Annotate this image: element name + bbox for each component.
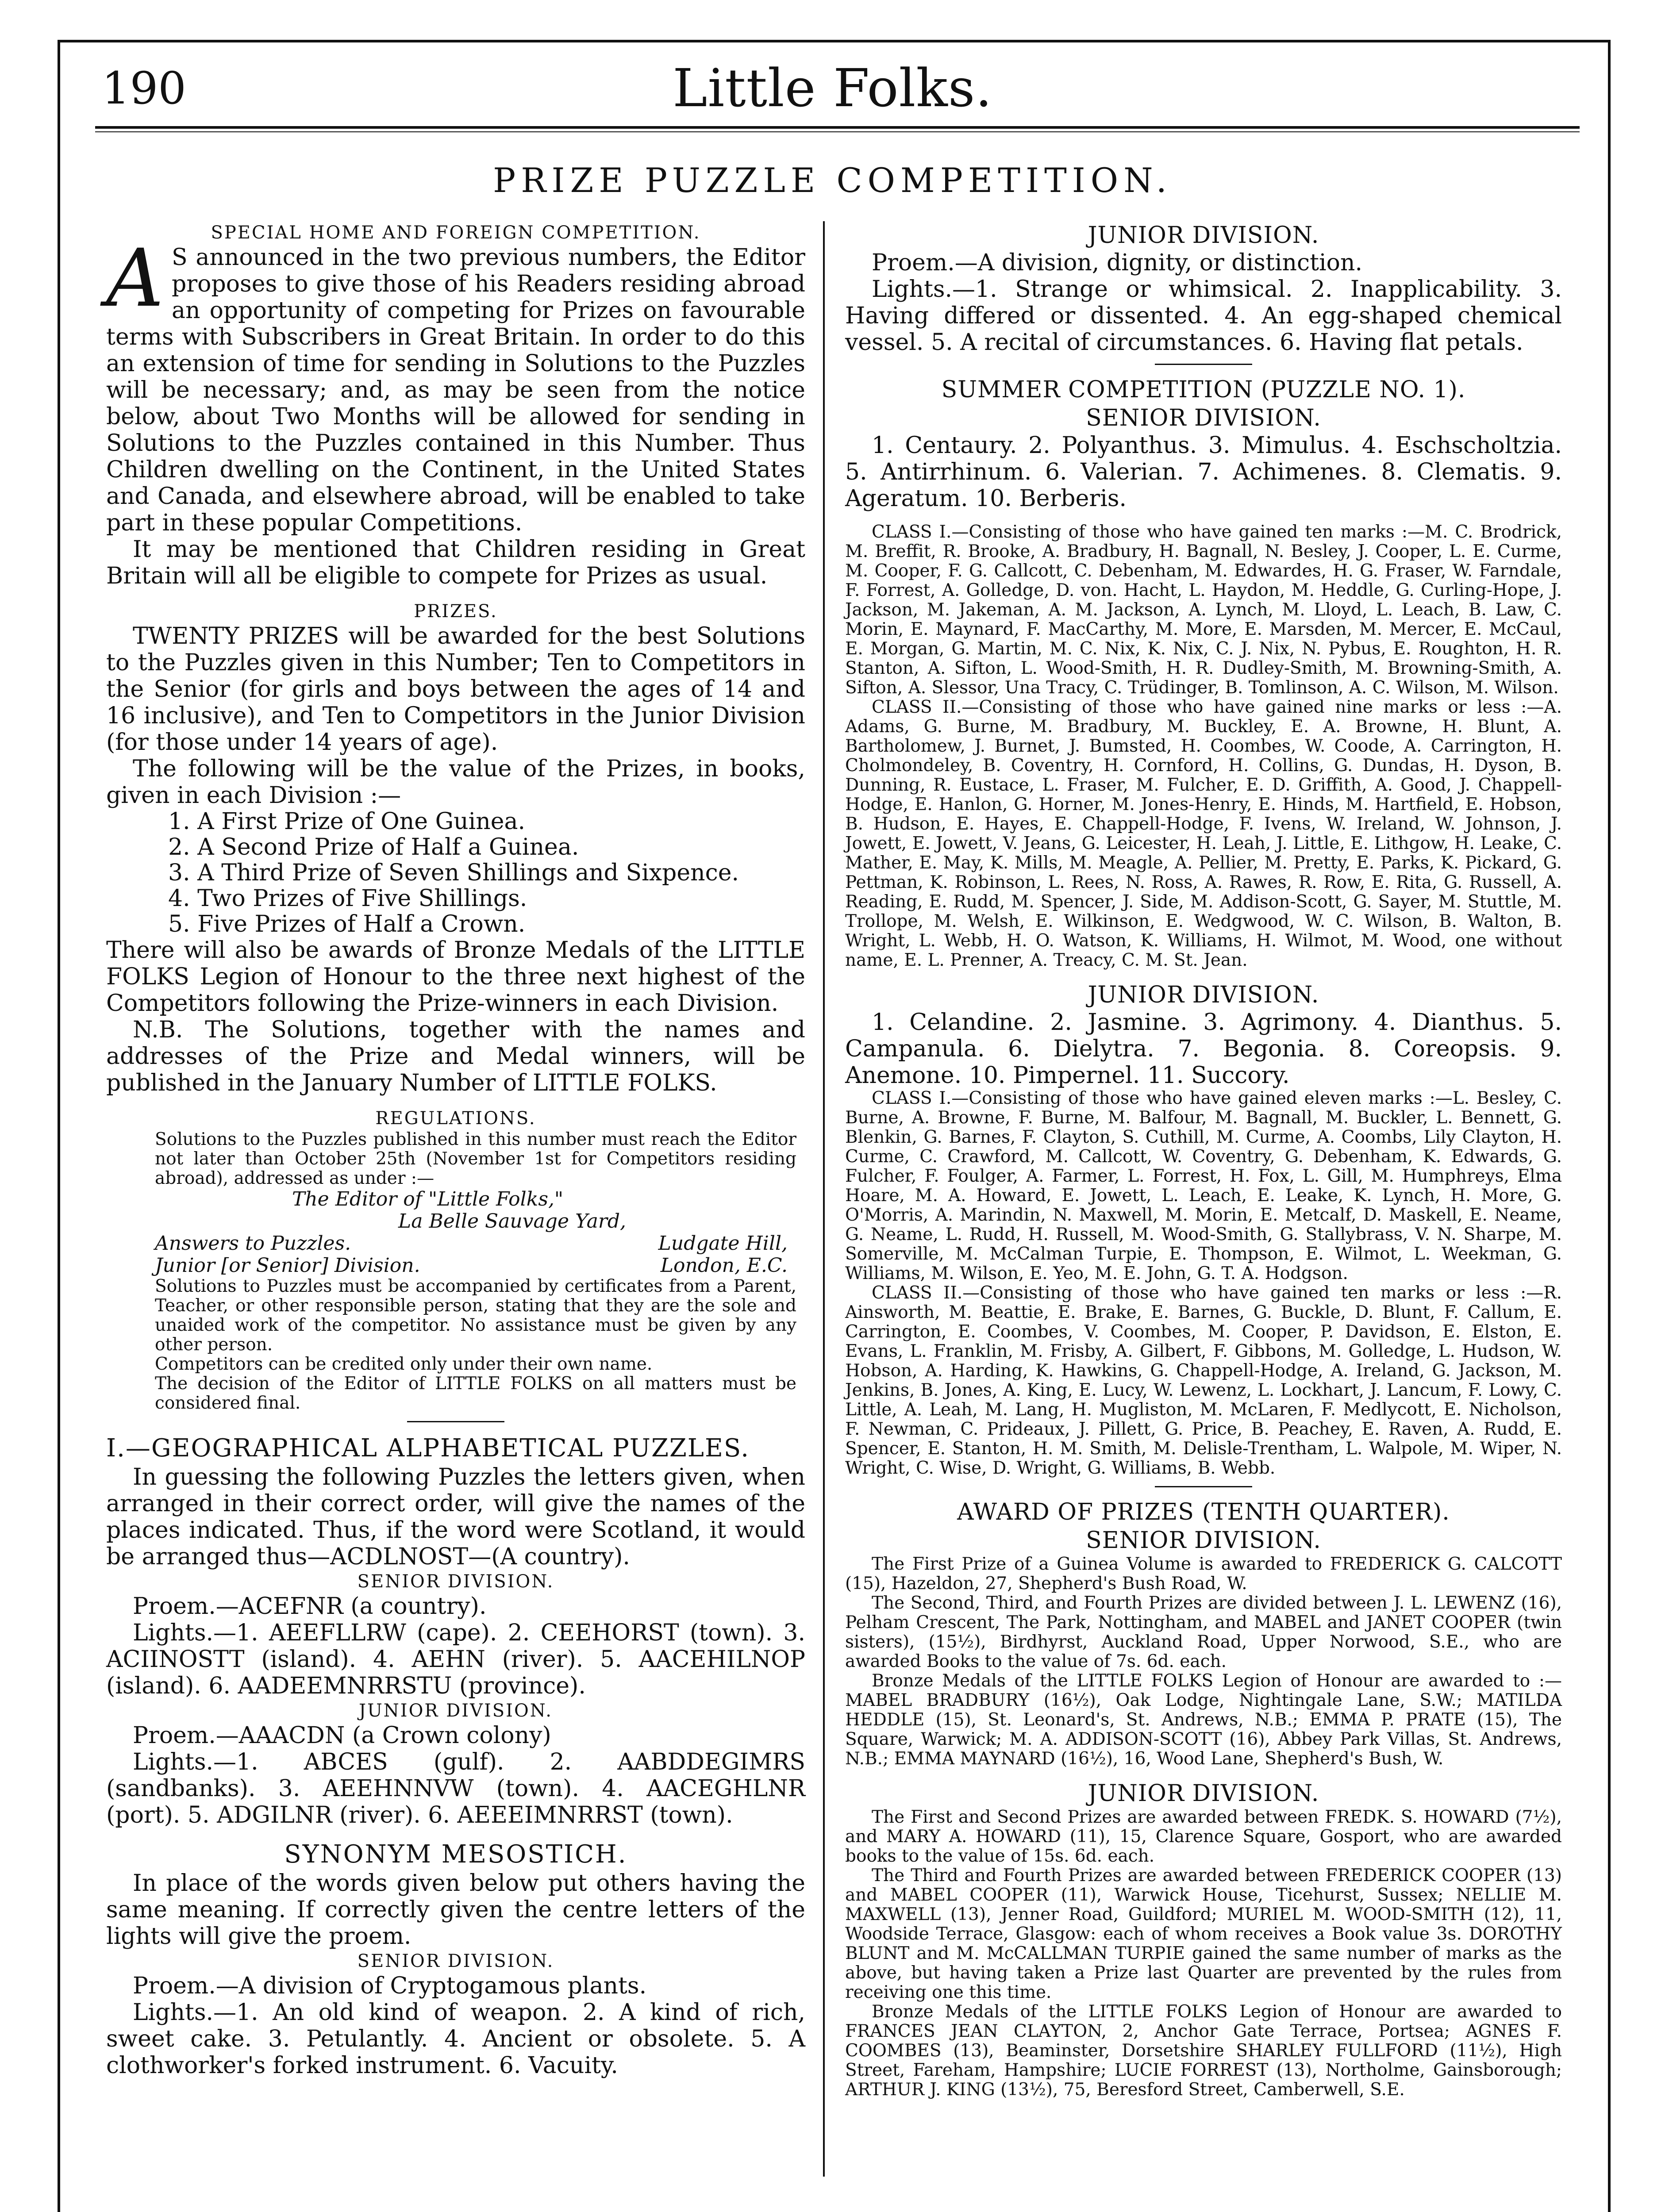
syn-junior-proem: Proem.—A division, dignity, or distinction. — [872, 250, 1362, 276]
address-row — [106, 1233, 805, 1255]
intro-text: S announced in the two previous numbers, the Editor proposes to give those of his Readers residing abroad an opportunity of competing for Prizes on favourable terms with Subscribers in Great Britain. In order to do this an extension of time for sending in Solutions to the Puzzles will be necessary; and, as may be seen from the notice below, about Two Months will be allowed for sending in Solutions to the Puzzles contained in this Number. Thus Children dwelling on the Continent, in the United States and Canada, and elsewhere abroad, will be enabled to take part in these popular Competitions. — [106, 244, 805, 536]
prizes-value-intro: The following will be the value of the Prizes, in books, given in each Division :— — [106, 756, 805, 809]
right-column — [845, 221, 1562, 2100]
prize-item: 5. Five Prizes of Half a Crown. — [168, 911, 526, 937]
senior-class-2-list: CLASS II.—Consisting of those who have gained nine marks or less :—A. Adams, G. Burne, M. Bradbury, M. Buckley, E. A. Browne, H. Blunt, A. Bartholomew, J. Burnet, J. Bumsted, H. Coombes, W. Coode, A. Carrington, H. Cholmondeley, B. Coventry, H. Cornford, H. Collins, G. Dundas, H. Dyson, B. Dunning, R. Eustace, L. Fraser, M. Fulcher, E. D. Griffith, A. Good, J. Chappell-Hodge, E. Hanlon, G. Horner, M. Jones-Henry, E. Hinds, M. Hartfield, E. Hobson, B. Hudson, E. Hayes, E. Chappell-Hodge, F. Ivens, W. Ireland, W. Johnson, J. Jowett, E. Jowett, V. Jeans, G. Leicester, H. Leah, J. Little, E. Lithgow, H. Leake, C. Mather, E. May, K. Mills, M. Meagle, A. Pellier, M. Pretty, E. Parks, K. Pickard, G. Pettman, K. Robinson, L. Rees, N. Ross, A. Rawes, R. Row, E. Rita, G. Russell, A. Reading, E. Rudd, M. Spencer, J. Side, M. Addison-Scott, G. Sayer, M. Stuttle, M. Trollope, M. Welsh, E. Wilkinson, E. Wedgwood, W. C. Wilson, B. Walton, B. Wright, L. Webb, H. O. Watson, K. Williams, H. Wilmot, M. Wood, one without name, E. L. Prenner, A. Treacy, C. M. St. Jean. — [845, 697, 1562, 970]
address-row — [106, 1255, 805, 1277]
award-junior-heading: JUNIOR DIVISION. — [1088, 1780, 1319, 1807]
syn-junior-lights: Lights.—1. Strange or whimsical. 2. Inapplicability. 3. Having differed or dissented. 4. An egg-shaped chemical vessel. 5. A recital of circumstances. 6. Having flat petals. — [845, 276, 1562, 356]
decision-rule: The decision of the Editor of LITTLE FOLKS on all matters must be considered final. — [155, 1374, 796, 1413]
geo-senior-lights: Lights.—1. AEEFLLRW (cape). 2. CEEHORST (town). 3. ACIINOSTT (island). 4. AEHN (river). 5. AACEHILNOP (island). 6. AADEEMNRRSTU (province). — [106, 1620, 805, 1699]
left-column — [106, 221, 805, 2079]
prize-item: 2. A Second Prize of Half a Guinea. — [168, 834, 579, 860]
summer-junior-answers: 1. Celandine. 2. Jasmine. 3. Agrimony. 4. Dianthus. 5. Campanula. 6. Dielytra. 7. Begonia. 8. Coreopsis. 9. Anemone. 10. Pimpernel. 11. Succory. — [845, 1009, 1562, 1089]
address-line: Ludgate Hill, — [658, 1232, 788, 1255]
regulations-paragraph: Solutions to the Puzzles published in this number must reach the Editor not later than October 25th (November 1st for Competitors residing abroad), addressed as under :— — [155, 1129, 796, 1188]
prize-item: 3. A Third Prize of Seven Shillings and Sixpence. — [168, 860, 739, 886]
header-rule-thin — [95, 131, 1580, 132]
address-line: Answers to Puzzles. — [155, 1232, 351, 1255]
award-senior-second: The Second, Third, and Fourth Prizes are divided between J. L. LEWENZ (16), Pelham Crescent, The Park, Nottingham, and MABEL and JANET COOPER (twin sisters), (15½), Birdhyrst, Auckland Road, Upper Norwood, S.E., who are awarded Books to the value of 7s. 6d. each. — [845, 1593, 1562, 1671]
award-junior-third: The Third and Fourth Prizes are awarded between FREDERICK COOPER (13) and MABEL COOPER (11), Warwick House, Ticehurst, Sussex; NELLIE M. MAXWELL (13), Jenner Road, Guildford; MURIEL M. WOOD-SMITH (12), 11, Woodside Terrace, Glasgow: each of whom receives a Book value 3s. DOROTHY BLUNT and M. McCALLMAN TURPIE gained the same number of marks as the above, but having taken a Prize last Quarter are prevented by the rules from receiving one this time. — [845, 1866, 1562, 2002]
geo-junior-proem: Proem.—AAACDN (a Crown colony) — [133, 1722, 551, 1749]
prize-item: 1. A First Prize of One Guinea. — [168, 808, 526, 835]
address-line: London, E.C. — [660, 1254, 788, 1277]
address-line: The Editor of "Little Folks," — [292, 1188, 564, 1210]
name-rule: Competitors can be credited only under their own name. — [155, 1354, 653, 1374]
syn-junior-heading: JUNIOR DIVISION. — [1088, 222, 1319, 249]
syn-senior-proem: Proem.—A division of Cryptogamous plants. — [133, 1973, 647, 1999]
award-senior-medals: Bronze Medals of the LITTLE FOLKS Legion of Honour are awarded to :—MABEL BRADBURY (16½), Oak Lodge, Nightingale Lane, S.W.; MATILDA HEDDLE (15), St. Leonard's, St. Andrews, N.B.; EMMA P. PRATE (15), The Square, Warwick; M. A. ADDISON-SCOTT (16), Abbey Park Villas, St. Andrews, N.B.; EMMA MAYNARD (16½), 16, Wood Lane, Shepherd's Bush, W. — [845, 1671, 1562, 1769]
certificate-rule: Solutions to Puzzles must be accompanied by certificates from a Parent, Teacher, or other responsible person, stating that they are the sole and unaided work of the competitor. No assistance must be given by any other person. — [155, 1276, 796, 1355]
synonym-intro: In place of the words given below put others having the same meaning. If correctly given the centre letters of the lights will give the proem. — [106, 1870, 805, 1950]
address-line: Junior [or Senior] Division. — [155, 1254, 420, 1277]
magazine-title: Little Folks. — [673, 58, 992, 119]
nb-paragraph: N.B. The Solutions, together with the names and addresses of the Prize and Medal winners, will be published in the January Number of LITTLE FOLKS. — [106, 1017, 805, 1096]
summer-senior-heading: SENIOR DIVISION. — [1086, 405, 1321, 431]
competition-title: PRIZE PUZZLE COMPETITION. — [493, 161, 1172, 200]
geo-junior-lights: Lights.—1. ABCES (gulf). 2. AABDDEGIMRS (sandbanks). 3. AEEHNNVW (town). 4. AACEGHLNR (port). 5. ADGILNR (river). 6. AEEEIMNRRST (town). — [106, 1749, 805, 1828]
prize-list — [106, 809, 805, 937]
syn-senior-lights: Lights.—1. An old kind of weapon. 2. A kind of rich, sweet cake. 3. Petulantly. 4. Ancient or obsolete. 5. A clothworker's forked instrument. 6. Vacuity. — [106, 1999, 805, 2079]
special-heading: SPECIAL HOME AND FOREIGN COMPETITION. — [211, 223, 701, 243]
award-junior-medals: Bronze Medals of the LITTLE FOLKS Legion of Honour are awarded to FRANCES JEAN CLAYTON, 2, Anchor Gate Terrace, Portsea; AGNES F. COOMBES (13), Beaminster, Dorsetshire SHARLEY FULLFORD (11½), High Street, Fareham, Hampshire; LUCIE FORREST (13), Northolme, Gainsborough; ARTHUR J. KING (13½), 75, Beresford Street, Camberwell, S.E. — [845, 2002, 1562, 2100]
summer-junior-heading: JUNIOR DIVISION. — [1088, 982, 1319, 1008]
geo-senior-proem: Proem.—ACEFNR (a country). — [133, 1593, 487, 1620]
column-divider — [823, 221, 825, 2177]
geo-puzzles-heading: I.—GEOGRAPHICAL ALPHABETICAL PUZZLES. — [106, 1434, 750, 1463]
award-of-prizes-heading: AWARD OF PRIZES (TENTH QUARTER). — [957, 1499, 1450, 1525]
section-divider — [407, 1421, 504, 1422]
summer-competition-heading: SUMMER COMPETITION (PUZZLE NO. 1). — [941, 376, 1466, 403]
award-senior-first: The First Prize of a Guinea Volume is awarded to FREDERICK G. CALCOTT (15), Hazeldon, 27, Shepherd's Bush Road, W. — [845, 1554, 1562, 1594]
header-rule — [95, 126, 1580, 129]
synonym-mesostich-heading: SYNONYM MESOSTICH. — [284, 1840, 627, 1869]
syn-senior-heading: SENIOR DIVISION. — [357, 1951, 554, 1971]
prizes-paragraph: TWENTY PRIZES will be awarded for the best Solutions to the Puzzles given in this Number; Ten to Competitors in the Senior (for girls and boys between the ages of 14 and 16 inclusive), and Ten to Competitors in the Junior Division (for those under 14 years of age). — [106, 623, 805, 756]
section-divider — [1155, 1486, 1252, 1487]
junior-class-1-list: CLASS I.—Consisting of those who have gained eleven marks :—L. Besley, C. Burne, A. Browne, F. Burne, M. Balfour, M. Bagnall, M. Buckler, L. Bennett, G. Blenkin, G. Barnes, F. Clayton, S. Cuthill, M. Curme, A. Coombs, Lily Clayton, H. Curme, C. Crawford, M. Callcott, W. Coventry, G. Debenham, K. Edwards, G. Fulcher, F. Foulger, A. Farmer, L. Forrest, H. Fox, L. Gill, M. Humphreys, Elma Hoare, M. A. Howard, E. Jowett, L. Leach, E. Leake, K. Lynch, H. More, G. O'Morris, A. Marindin, N. Maxwell, M. Morin, E. Metcalf, D. Maskell, E. Neame, G. Neame, L. Rudd, H. Russell, M. Wood-Smith, G. Stallybrass, V. N. Sharpe, M. Somerville, M. McCalman Turpie, E. Thompson, E. Wilmot, L. Weekman, G. Williams, M. Wilson, E. Yeo, M. E. John, G. T. A. Hodgson. — [845, 1088, 1562, 1283]
bronze-medals-paragraph: There will also be awards of Bronze Medals of the LITTLE FOLKS Legion of Honour to the three next highest of the Competitors following the Prize-winners in each Division. — [106, 937, 805, 1017]
award-senior-heading: SENIOR DIVISION. — [1086, 1527, 1321, 1554]
page-number: 190 — [102, 62, 186, 114]
geo-senior-heading: SENIOR DIVISION. — [357, 1571, 554, 1592]
geo-junior-heading: JUNIOR DIVISION. — [359, 1701, 553, 1721]
regulations-heading: REGULATIONS. — [375, 1108, 536, 1129]
prizes-heading: PRIZES. — [414, 601, 498, 622]
senior-class-1-list: CLASS I.—Consisting of those who have gained ten marks :—M. C. Brodrick, M. Breffit, R. Brooke, A. Bradbury, H. Bagnall, N. Besley, J. Cooper, L. E. Curme, M. Cooper, F. G. Callcott, C. Debenham, M. Edwardes, H. G. Fraser, W. Farndale, F. Forrest, A. Golledge, D. von. Hacht, L. Haydon, M. Heddle, G. Curling-Hope, J. Jackson, M. Jakeman, A. M. Jackson, A. Lynch, M. Lloyd, L. Leach, B. Law, C. Morin, E. Maynard, F. MacCarthy, M. More, E. Marsden, M. Mercer, E. McCaul, E. Morgan, G. Martin, M. C. Nix, K. Nix, C. J. Nix, N. Pybus, E. Roughton, H. R. Stanton, A. Sifton, L. Wood-Smith, H. R. Dudley-Smith, M. Browning-Smith, A. Sifton, A. Slessor, Una Tracy, C. Trüdinger, B. Tomlinson, A. C. Wilson, M. Wilson. — [845, 522, 1562, 698]
intro-paragraph-2: It may be mentioned that Children residing in Great Britain will all be eligible to compete for Prizes as usual. — [106, 536, 805, 589]
award-junior-first: The First and Second Prizes are awarded between FREDK. S. HOWARD (7½), and MARY A. HOWARD (11), 15, Clarence Square, Gosport, who are awarded books to the value of 15s. 6d. each. — [845, 1807, 1562, 1866]
junior-class-2-list: CLASS II.—Consisting of those who have gained ten marks or less :—R. Ainsworth, M. Beattie, E. Brake, E. Barnes, G. Buckle, D. Blunt, F. Callum, E. Carrington, E. Coombes, V. Coombes, M. Cooper, P. Davidson, E. Elston, E. Evans, L. Franklin, M. Frisby, A. Gilbert, F. Gibbons, M. Golledge, L. Hudson, W. Hobson, A. Harding, K. Hawkins, G. Chappell-Hodge, A. Ireland, G. Jackson, M. Jenkins, B. Jones, A. King, E. Lucy, W. Lewenz, L. Lockhart, J. Lancum, F. Lowy, C. Little, A. Leah, M. Lang, H. Mugliston, M. McLaren, F. Medlycott, E. Nicholson, F. Newman, C. Prideaux, J. Pillett, G. Price, B. Peachey, E. Raven, A. Rudd, E. Spencer, E. Stanton, H. M. Smith, M. Delisle-Trentham, L. Walpole, M. Wiper, N. Wright, C. Wise, D. Wright, G. Williams, B. Webb. — [845, 1283, 1562, 1478]
address-line: La Belle Sauvage Yard, — [398, 1210, 627, 1233]
summer-senior-answers: 1. Centaury. 2. Polyanthus. 3. Mimulus. 4. Eschscholtzia. 5. Antirrhinum. 6. Valerian. 7. Achimenes. 8. Clematis. 9. Ageratum. 10. Berberis. — [845, 432, 1562, 512]
prize-item: 4. Two Prizes of Five Shillings. — [168, 885, 527, 912]
geo-puzzles-intro: In guessing the following Puzzles the letters given, when arranged in their correct order, will give the names of the places indicated. Thus, if the word were Scotland, it would be arranged thus—ACDLNOST—(A country). — [106, 1464, 805, 1570]
editor-address — [106, 1188, 805, 1233]
drop-cap: A — [106, 232, 164, 325]
section-divider — [1155, 364, 1252, 365]
